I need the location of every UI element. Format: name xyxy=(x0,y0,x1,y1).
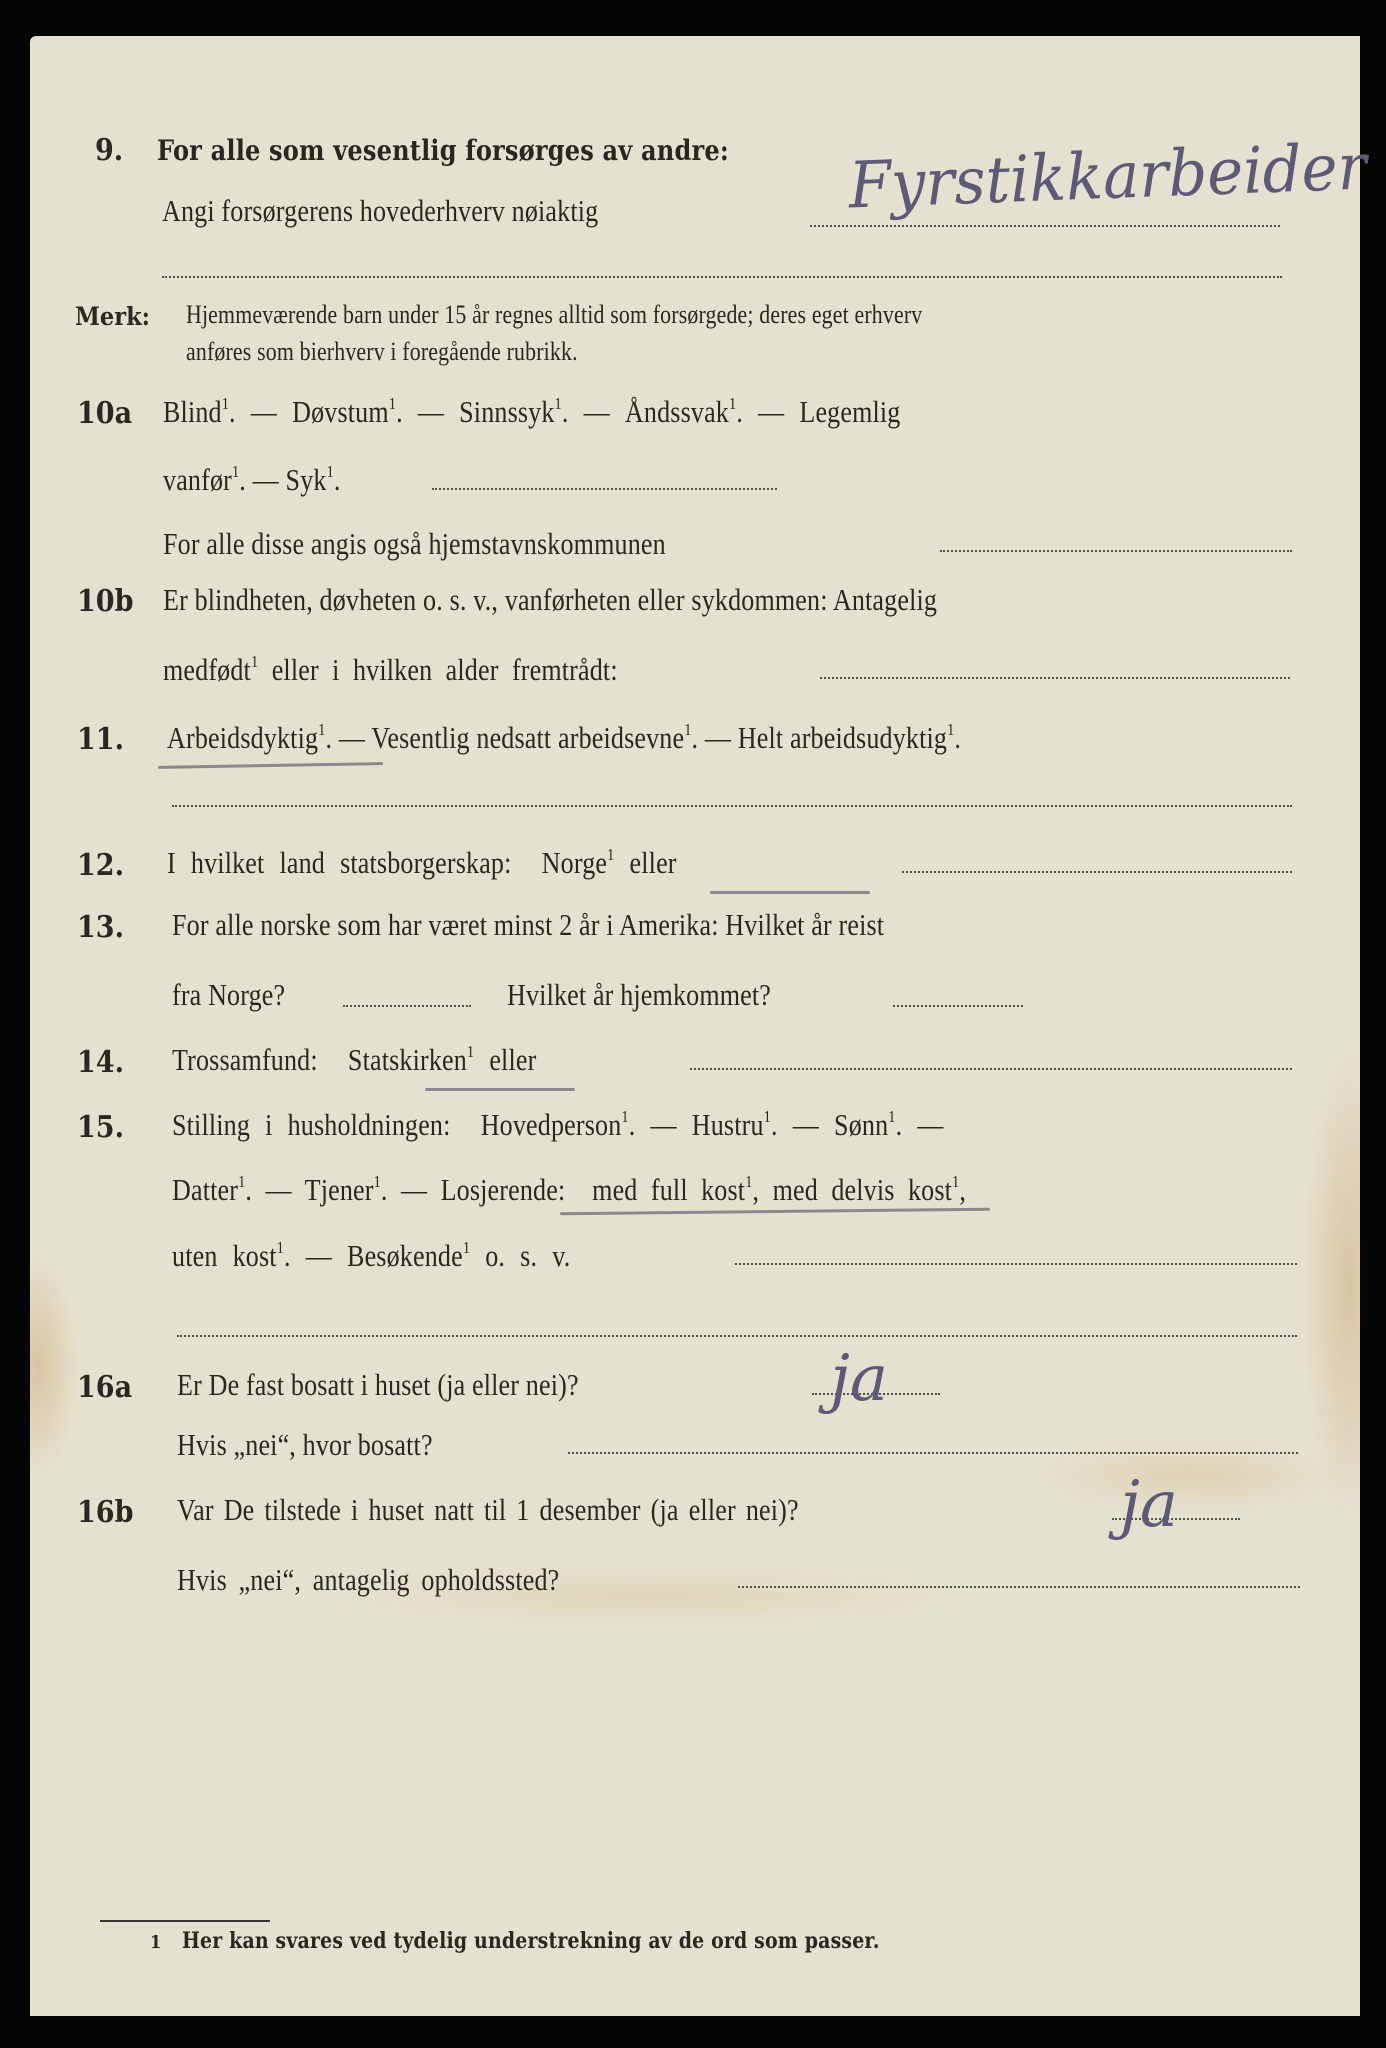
q13-line1: For alle norske som har været minst 2 år i Amerika: Hvilket år reist xyxy=(172,907,885,942)
q10b-number: 10b xyxy=(77,584,134,619)
q9-line2: Angi forsørgerens hovederhverv nøiaktig xyxy=(162,193,599,228)
q15-opt-full-kost[interactable]: med full kost xyxy=(592,1172,746,1207)
q9-blank-line xyxy=(162,276,1282,278)
merk-line2: anføres som bierhverv i foregående rubrikk. xyxy=(186,337,578,366)
q16a-number: 16a xyxy=(77,1370,133,1405)
q14-number: 14. xyxy=(77,1045,124,1080)
q10a-opt-blind[interactable]: Blind xyxy=(163,394,222,429)
q16b-handwritten-answer: ja xyxy=(1120,1468,1178,1542)
q10a-syk-field[interactable] xyxy=(432,488,777,490)
q10a-line1: Blind$^1$. — Døvstum$^1$. — Sinnssyk$^1$. — Åndssvak$^1$. — Legemlig xyxy=(163,394,901,429)
q9-answer-field[interactable] xyxy=(810,225,1280,227)
q10a-opt-andssvak[interactable]: Åndssvak xyxy=(624,394,729,429)
q11-opt-arbeidsdyktig[interactable]: Arbeidsdyktig xyxy=(167,720,319,755)
q10a-line3: For alle disse angis også hjemstavnskommunen xyxy=(163,526,666,561)
q10b-line1: Er blindheten, døvheten o. s. v., vanførheten eller sykdommen: Antagelig xyxy=(163,582,938,617)
q12-suffix: eller xyxy=(629,845,677,880)
q11-number: 11. xyxy=(77,722,124,757)
q10b-age-field[interactable] xyxy=(820,677,1290,679)
q16b-line2: Hvis „nei“, antagelig opholdssted? xyxy=(177,1562,560,1597)
q10a-opt-sinnssyk[interactable]: Sinnssyk xyxy=(459,394,555,429)
q13-hjemkommet-field[interactable] xyxy=(893,1005,1023,1007)
q10b-line2: medfødt$^1$ eller i hvilken alder fremtrådt: xyxy=(163,652,618,687)
q16b-line1: Var De tilstede i huset natt til 1 desember (ja eller nei)? xyxy=(177,1492,799,1527)
q15-opt-hustru[interactable]: Hustru xyxy=(691,1107,764,1142)
q14-other-field[interactable] xyxy=(690,1068,1292,1070)
q10a-opt-dovstum[interactable]: Døvstum xyxy=(292,394,389,429)
q9-number: 9. xyxy=(95,133,124,168)
q15-opt-tjener[interactable]: Tjener xyxy=(304,1172,374,1207)
q15-line3: uten kost$^1$. — Besøkende$^1$ o. s. v. xyxy=(172,1238,571,1273)
q15-opt-sonn[interactable]: Sønn xyxy=(834,1107,889,1142)
q15-number: 15. xyxy=(77,1110,124,1145)
q15-opt-besokende[interactable]: Besøkende xyxy=(347,1238,463,1273)
q15-opt-losjerende[interactable]: Losjerende: xyxy=(440,1172,566,1207)
merk-line1: Hjemmeværende barn under 15 år regnes alltid som forsørgede; deres eget erhverv xyxy=(186,300,923,329)
q10a-opt-legemlig[interactable]: Legemlig xyxy=(799,394,901,429)
q11-line: Arbeidsdyktig$^1$. — Vesentlig nedsatt arbeidsevne$^1$. — Helt arbeidsudyktig$^1$. xyxy=(167,720,962,755)
q12-line: I hvilket land statsborgerskap: Norge$^1$ eller xyxy=(167,845,677,880)
q14-suffix: eller xyxy=(489,1042,537,1077)
q15-line2: Datter$^1$. — Tjener$^1$. — Losjerende: med full kost$^1$, med delvis kost$^1$, xyxy=(172,1172,967,1207)
census-form-page xyxy=(30,36,1360,2016)
q14-line: Trossamfund: Statskirken$^1$ eller xyxy=(172,1042,537,1077)
q15-text: Stilling i husholdningen: xyxy=(172,1107,451,1142)
q15-blank-line xyxy=(177,1335,1297,1337)
q14-text: Trossamfund: xyxy=(172,1042,318,1077)
q15-line1: Stilling i husholdningen: Hovedperson$^1$. — Hustru$^1$. — Sønn$^1$. — xyxy=(172,1107,944,1142)
q16b-number: 16b xyxy=(77,1495,134,1530)
q14-opt-statskirken[interactable]: Statskirken xyxy=(347,1042,467,1077)
q12-opt-norge[interactable]: Norge xyxy=(541,845,608,880)
q13-number: 13. xyxy=(77,910,124,945)
q15-opt-delvis-kost[interactable]: med delvis kost xyxy=(772,1172,953,1207)
q12-text: I hvilket land statsborgerskap: xyxy=(167,845,512,880)
q10b-opt-medfodt[interactable]: medfødt xyxy=(163,652,251,687)
q14-pencil-underline xyxy=(425,1088,575,1091)
q10a-line2: vanfør$^1$. — Syk$^1$. xyxy=(163,462,341,497)
footnote-text: Her kan svares ved tydelig understrekning av de ord som passer. xyxy=(182,1928,880,1954)
q10b-line2-rest: eller i hvilken alder fremtrådt: xyxy=(271,652,618,687)
q13-line2a: fra Norge? xyxy=(172,977,286,1012)
q15-other-field[interactable] xyxy=(735,1263,1297,1265)
q15-opt-hovedperson[interactable]: Hovedperson xyxy=(480,1107,622,1142)
q12-pencil-underline xyxy=(710,891,870,894)
merk-label: Merk: xyxy=(75,302,150,331)
q11-opt-udyktig[interactable]: Helt arbeidsudyktig xyxy=(737,720,948,755)
q13-line2b: Hvilket år hjemkommet? xyxy=(507,977,772,1012)
q16a-line2: Hvis „nei“, hvor bosatt? xyxy=(177,1427,433,1462)
footnote-rule xyxy=(100,1920,270,1922)
q15-opt-datter[interactable]: Datter xyxy=(172,1172,239,1207)
q10a-number: 10a xyxy=(77,396,133,431)
q11-opt-nedsatt[interactable]: Vesentlig nedsatt arbeidsevne xyxy=(371,720,685,755)
q10a-opt-vanfor[interactable]: vanfør xyxy=(163,462,232,497)
footnote-mark: 1 xyxy=(150,1932,162,1953)
q13-reist-field[interactable] xyxy=(343,1005,471,1007)
q11-blank-line xyxy=(172,805,1292,807)
q16a-handwritten-answer: ja xyxy=(830,1342,888,1416)
q16b-opholdssted-field[interactable] xyxy=(738,1586,1300,1588)
q16a-bosatt-field[interactable] xyxy=(568,1452,1298,1454)
q12-other-country-field[interactable] xyxy=(902,871,1292,873)
q15-suffix: o. s. v. xyxy=(485,1238,571,1273)
q12-number: 12. xyxy=(77,848,124,883)
q16a-line1: Er De fast bosatt i huset (ja eller nei)? xyxy=(177,1367,579,1402)
q15-opt-uten-kost[interactable]: uten kost xyxy=(172,1238,277,1273)
q9-line1: For alle som vesentlig forsørges av andre: xyxy=(157,134,729,167)
q10a-hjemstavn-field[interactable] xyxy=(940,550,1292,552)
q9-handwritten-answer: Fyrstikkarbeider xyxy=(847,130,1368,224)
q10a-opt-syk[interactable]: Syk xyxy=(285,462,327,497)
